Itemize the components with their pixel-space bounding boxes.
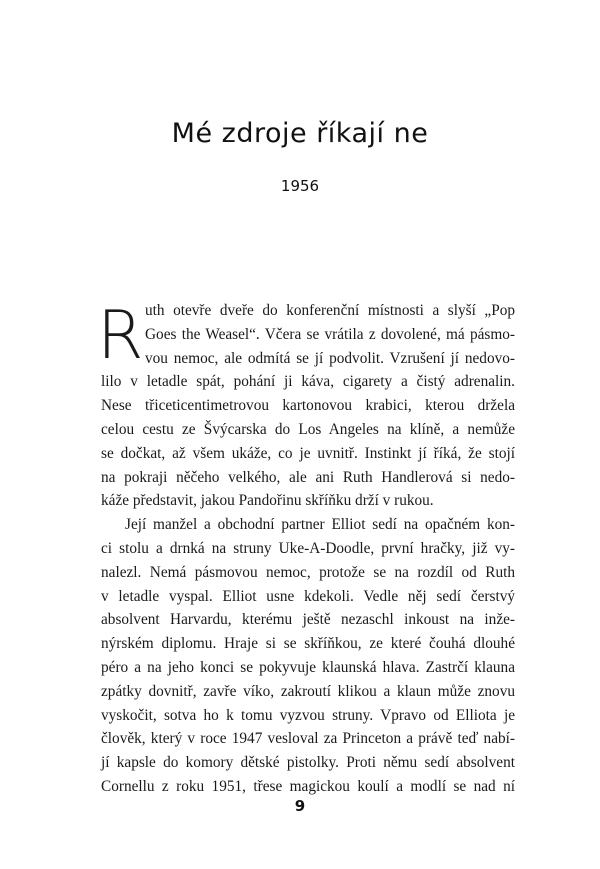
text-line: Její manžel a obchodní partner Elliot sedí na opačném kon- xyxy=(125,516,515,534)
text-line: nalezl. Nemá pásmovou nemoc, protože se na rozdíl od Ruth xyxy=(101,563,515,581)
text-line: celou cestu ze Švýcarska do Los Angeles na klíně, a nemůže xyxy=(101,420,515,438)
text-line: se dočkat, až všem ukáže, co je uvnitř. Instinkt jí říká, že stojí xyxy=(101,444,515,462)
text-line: Nese třiceticentimetrovou kartonovou krabici, kterou držela xyxy=(101,397,515,415)
text-line: jí kapsle do komory dětské pistolky. Proti němu sedí absolvent xyxy=(101,754,515,772)
text-line: nýrském diplomu. Hraje si se skříňkou, ze které čouhá dlouhé xyxy=(101,635,515,653)
paragraph-1 xyxy=(101,299,515,513)
text-line: vou nemoc, ale odmítá se jí podvolit. Vzrušení jí nedovo- xyxy=(145,349,515,367)
text-line: lilo v letadle spát, pohání ji káva, cigarety a čistý adrenalin. xyxy=(101,373,515,391)
body-text xyxy=(97,296,515,799)
text-line: zpátky dovnitř, zavře víko, zakroutí klikou a klaun může znovu xyxy=(101,682,515,700)
text-line: v letadle vyspal. Elliot usne kdekoli. Vedle něj sedí čerstvý xyxy=(101,587,515,605)
text-line: absolvent Harvardu, kterému ještě nezaschl inkoust na inže- xyxy=(101,611,515,629)
text-line: káže představit, jakou Pandořinu skříňku drží v rukou. xyxy=(101,492,434,510)
text-line: péro a na jeho konci se pokyvuje klaunská hlava. Zastrčí klauna xyxy=(101,658,515,676)
text-line: vyskočit, sotva ho k tomu vyzvou struny. Vpravo od Elliota je xyxy=(101,706,515,724)
drop-cap: R xyxy=(97,296,144,374)
chapter-year: 1956 xyxy=(280,177,320,195)
text-line: Goes the Weasel“. Včera se vrátila z dovolené, má pásmo- xyxy=(145,325,515,343)
text-line: Cornellu z roku 1951, třese magickou koulí a modlí se nad ní xyxy=(101,777,515,795)
text-line: uth otevře dveře do konferenční místnosti a slyší „Pop xyxy=(145,302,515,319)
page-number: 9 xyxy=(294,797,306,815)
chapter-title: Mé zdroje říkají ne xyxy=(171,118,429,149)
text-line: ci stolu a drnká na struny Uke-A-Doodle, první hračky, již vy- xyxy=(101,539,515,557)
text-line: člověk, který v roce 1947 vesloval za Princeton a právě teď nabí- xyxy=(101,730,515,748)
text-line: na pokraji něčeho velkého, ale ani Ruth Handlerová si nedo- xyxy=(101,468,515,486)
paragraph-2 xyxy=(101,513,515,799)
